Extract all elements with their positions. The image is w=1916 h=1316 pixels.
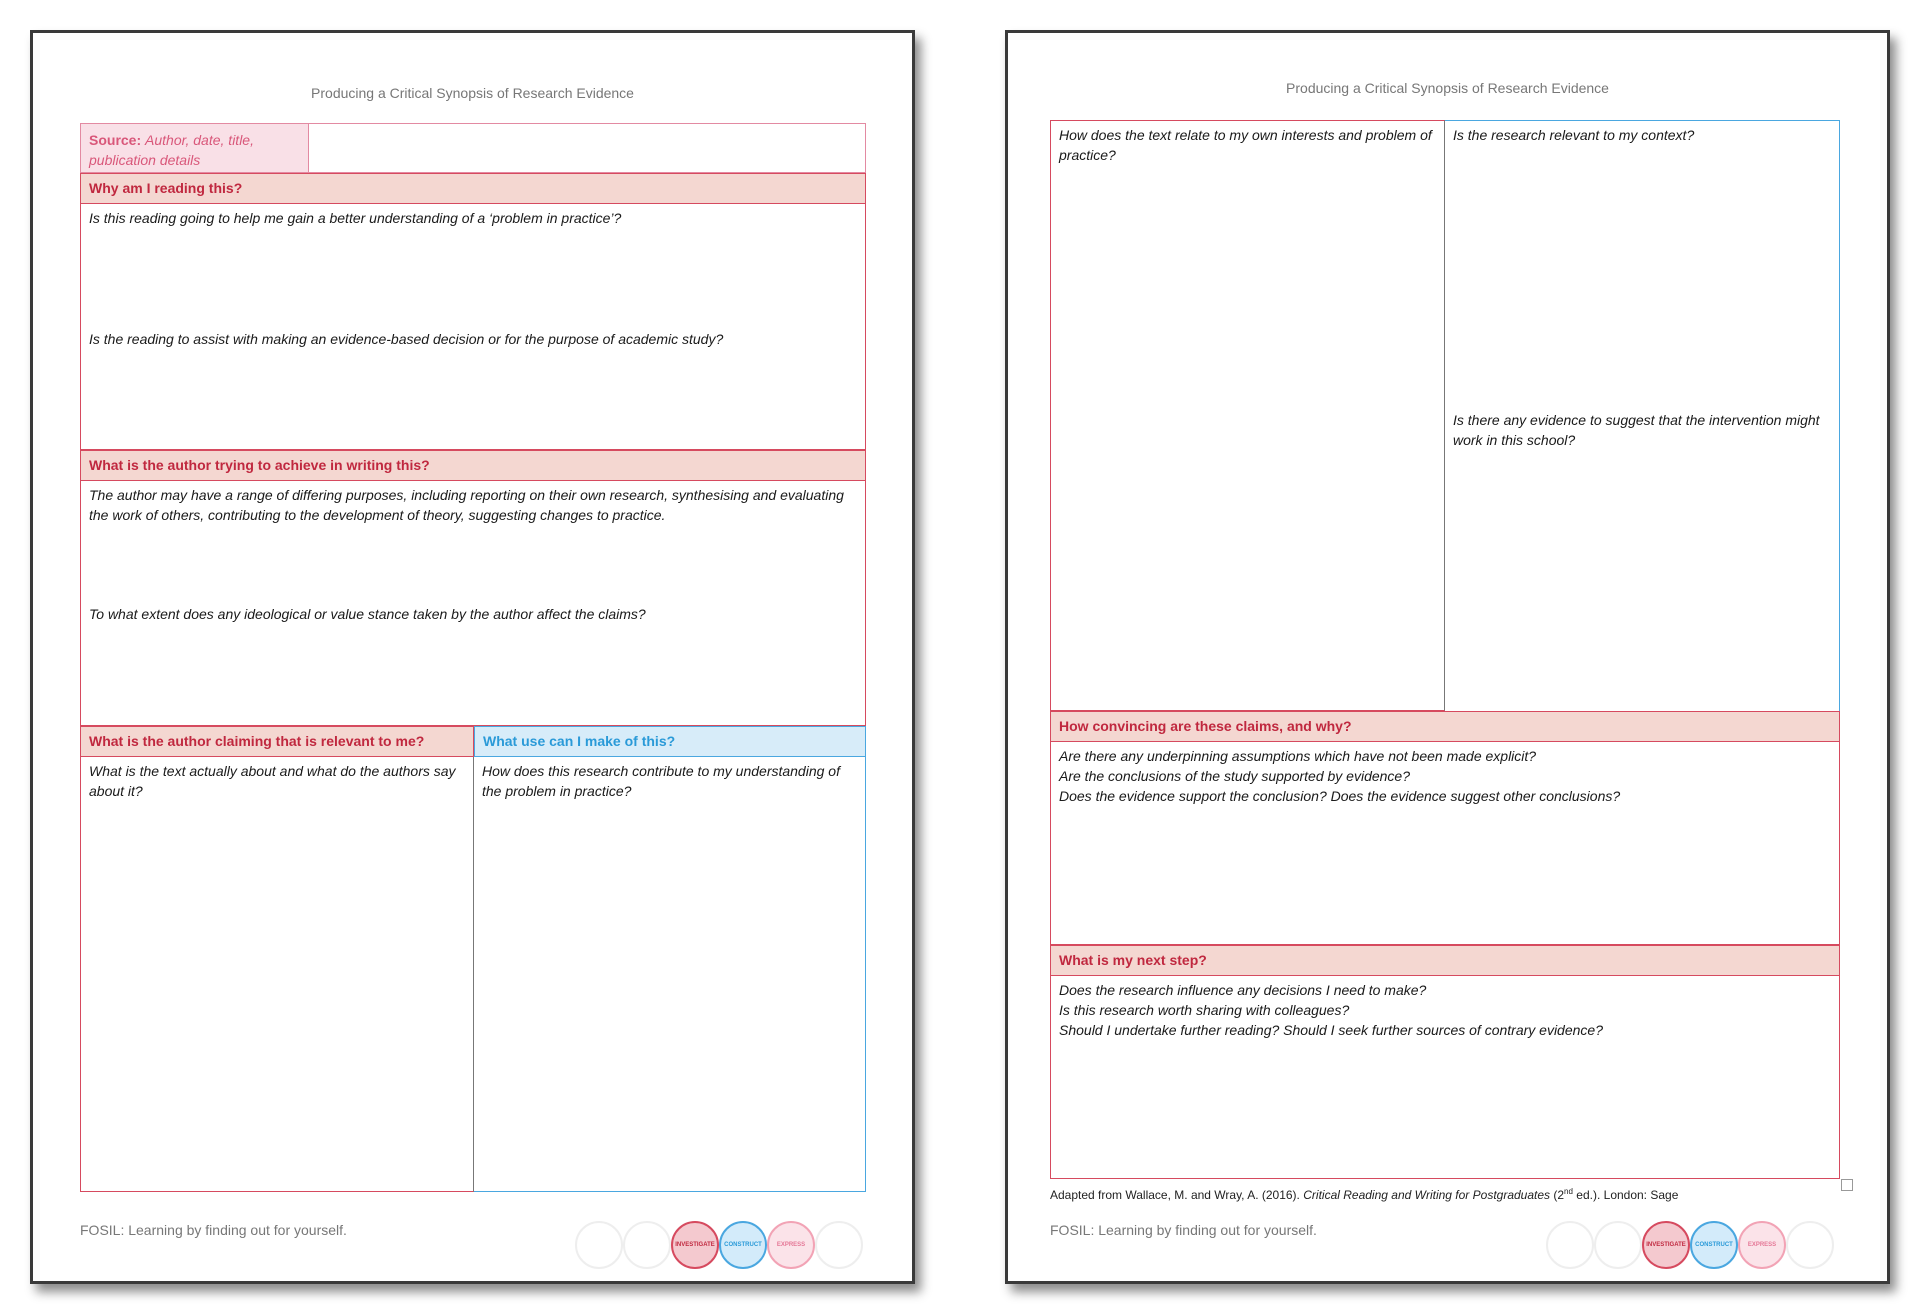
relevant-context-cell[interactable] bbox=[1445, 120, 1840, 711]
convincing-question-1: Are there any underpinning assumptions which have not been made explicit? bbox=[1059, 748, 1537, 764]
author-claiming-question-1: What is the text actually about and what do the authors say about it? bbox=[89, 763, 456, 799]
logo-circle-express: EXPRESS bbox=[1738, 1221, 1786, 1269]
convincing-heading: How convincing are these claims, and why? bbox=[1050, 711, 1840, 742]
author-achieve-heading: What is the author trying to achieve in writing this? bbox=[80, 450, 866, 481]
convincing-cell[interactable] bbox=[1050, 742, 1840, 945]
citation-edition-open: (2 bbox=[1553, 1188, 1565, 1202]
logo-circle-investigate: INVESTIGATE bbox=[671, 1221, 719, 1269]
citation-publisher: ed.). London: Sage bbox=[1576, 1188, 1679, 1202]
use-question-1: How does this research contribute to my understanding of the problem in practice? bbox=[482, 763, 840, 799]
why-reading-question-1: Is this reading going to help me gain a better understanding of a ‘problem in practice’? bbox=[89, 210, 622, 226]
logo-circle-construct: CONSTRUCT bbox=[1690, 1221, 1738, 1269]
author-achieve-cell[interactable] bbox=[80, 481, 866, 726]
fosil-logo bbox=[1546, 1221, 1846, 1271]
source-label-cell bbox=[80, 123, 309, 173]
logo-circle-2 bbox=[623, 1221, 671, 1269]
source-input-cell[interactable] bbox=[309, 123, 866, 173]
relate-interests-cell[interactable] bbox=[1050, 120, 1445, 711]
relate-interests-question: How does the text relate to my own interests and problem of practice? bbox=[1059, 127, 1432, 163]
logo-circle-2 bbox=[1594, 1221, 1642, 1269]
fosil-logo bbox=[575, 1221, 875, 1271]
why-reading-cell[interactable] bbox=[80, 204, 866, 450]
why-reading-heading: Why am I reading this? bbox=[80, 173, 866, 204]
why-reading-question-2: Is the reading to assist with making an evidence-based decision or for the purpose of academic study? bbox=[89, 331, 724, 347]
convincing-question-3: Does the evidence support the conclusion? Does the evidence suggest other conclusions? bbox=[1059, 788, 1621, 804]
author-claiming-cell[interactable] bbox=[80, 757, 474, 1192]
page-1 bbox=[30, 30, 915, 1284]
logo-circle-express: EXPRESS bbox=[767, 1221, 815, 1269]
next-step-question-3: Should I undertake further reading? Should I seek further sources of contrary evidence? bbox=[1059, 1022, 1603, 1038]
logo-circle-construct: CONSTRUCT bbox=[719, 1221, 767, 1269]
logo-circle-1 bbox=[1546, 1221, 1594, 1269]
logo-circle-6 bbox=[1786, 1221, 1834, 1269]
author-claiming-heading: What is the author claiming that is relevant to me? bbox=[80, 726, 474, 757]
relevant-context-question: Is the research relevant to my context? bbox=[1453, 127, 1695, 143]
table-resize-handle[interactable] bbox=[1841, 1179, 1853, 1191]
source-hint: Author, date, title, publication details bbox=[89, 132, 254, 168]
citation-edition-sup: nd bbox=[1564, 1187, 1573, 1196]
logo-circle-1 bbox=[575, 1221, 623, 1269]
page-2 bbox=[1005, 30, 1890, 1284]
source-label: Source: bbox=[89, 132, 142, 148]
footer-text: FOSIL: Learning by finding out for yourself. bbox=[1050, 1222, 1317, 1238]
page-header: Producing a Critical Synopsis of Research Evidence bbox=[311, 85, 634, 101]
next-step-heading: What is my next step? bbox=[1050, 945, 1840, 976]
citation bbox=[1050, 1187, 1678, 1202]
logo-circle-6 bbox=[815, 1221, 863, 1269]
page-header: Producing a Critical Synopsis of Research Evidence bbox=[1286, 80, 1609, 96]
citation-authors: Adapted from Wallace, M. and Wray, A. (2016). bbox=[1050, 1188, 1300, 1202]
author-achieve-question-2: To what extent does any ideological or value stance taken by the author affect the claims? bbox=[89, 606, 646, 622]
next-step-question-2: Is this research worth sharing with colleagues? bbox=[1059, 1002, 1350, 1018]
use-heading: What use can I make of this? bbox=[474, 726, 866, 757]
intervention-question: Is there any evidence to suggest that the intervention might work in this school? bbox=[1453, 412, 1820, 448]
citation-title: Critical Reading and Writing for Postgraduates bbox=[1303, 1188, 1551, 1202]
convincing-question-2: Are the conclusions of the study supported by evidence? bbox=[1059, 768, 1410, 784]
next-step-cell[interactable] bbox=[1050, 976, 1840, 1179]
logo-circle-investigate: INVESTIGATE bbox=[1642, 1221, 1690, 1269]
author-achieve-question-1: The author may have a range of differing purposes, including reporting on their own research, synthesising and evaluating the work of others, contributing to the development of theory, suggesting changes to practice. bbox=[89, 487, 844, 523]
footer-text: FOSIL: Learning by finding out for yourself. bbox=[80, 1222, 347, 1238]
use-cell[interactable] bbox=[474, 757, 866, 1192]
next-step-question-1: Does the research influence any decisions I need to make? bbox=[1059, 982, 1427, 998]
